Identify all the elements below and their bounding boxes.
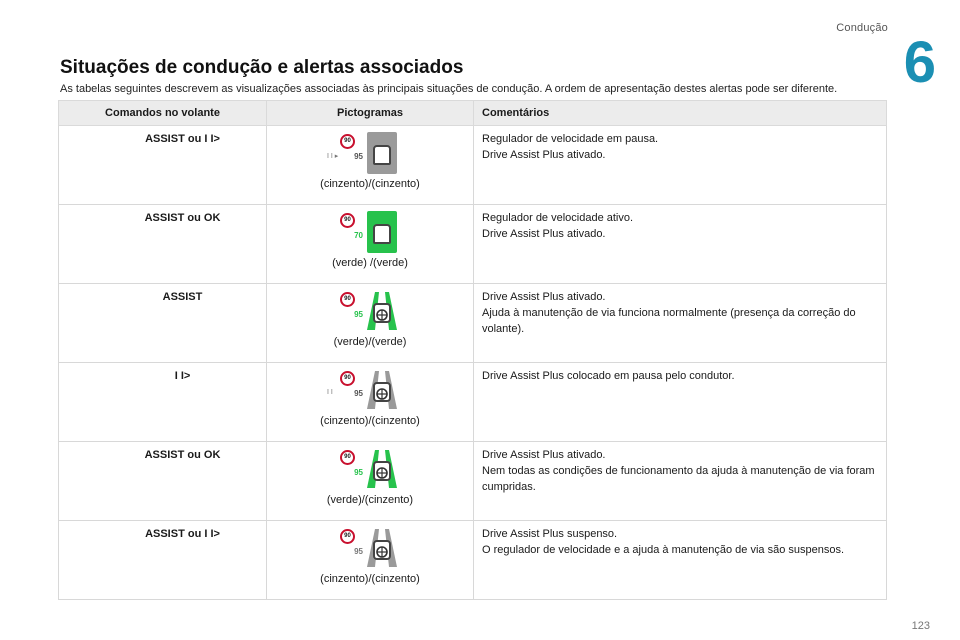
intro-paragraph: As tabelas seguintes descrevem as visualizações associadas às principais situações de condução. A ordem de apresentação destes alertas pode ser diferente. bbox=[60, 83, 838, 95]
pause-icon: I I ▸ bbox=[327, 153, 339, 160]
pictogram-caption: (cinzento)/(cinzento) bbox=[320, 573, 420, 585]
section-header: Condução bbox=[836, 22, 888, 34]
steering-command: ASSIST bbox=[59, 284, 267, 363]
lane-keeping-icon bbox=[365, 290, 399, 332]
speed-limit-sign-icon: 90 bbox=[340, 213, 355, 228]
comment-cell bbox=[474, 284, 887, 363]
set-speed: 95 bbox=[354, 547, 363, 556]
comment-line: Drive Assist Plus ativado. bbox=[482, 449, 606, 461]
comment-cell bbox=[474, 521, 887, 600]
drive-assist-pictogram bbox=[339, 448, 401, 492]
pictogram-cell bbox=[267, 284, 474, 363]
table-row bbox=[59, 284, 887, 363]
table-row bbox=[59, 363, 887, 442]
drive-assist-pictogram bbox=[339, 290, 401, 334]
lane-keeping-icon bbox=[365, 448, 399, 490]
header-pictograms: Pictogramas bbox=[267, 101, 474, 126]
speed-limit-sign-icon: 90 bbox=[340, 371, 355, 386]
page-title: Situações de condução e alertas associados bbox=[60, 57, 464, 78]
table-row bbox=[59, 521, 887, 600]
table-header-row bbox=[59, 101, 887, 126]
steering-command: ASSIST ou I I> bbox=[59, 126, 267, 205]
set-speed: 95 bbox=[354, 310, 363, 319]
lane-car-icon bbox=[365, 211, 399, 253]
lane-keeping-icon bbox=[365, 527, 399, 569]
comment-line: Drive Assist Plus colocado em pausa pelo condutor. bbox=[482, 370, 735, 382]
steering-command: I I> bbox=[59, 363, 267, 442]
lane-keeping-icon bbox=[365, 369, 399, 411]
header-comments: Comentários bbox=[474, 101, 887, 126]
pictogram-cell bbox=[267, 126, 474, 205]
pictogram-caption: (verde)/(cinzento) bbox=[326, 494, 414, 506]
set-speed: 95 bbox=[354, 152, 363, 161]
header-commands: Comandos no volante bbox=[59, 101, 267, 126]
drive-assist-pictogram bbox=[327, 369, 401, 413]
lane-car-icon bbox=[365, 132, 399, 174]
chapter-number: 6 bbox=[903, 30, 936, 95]
comment-line: Regulador de velocidade em pausa. bbox=[482, 133, 659, 145]
set-speed: 95 bbox=[354, 389, 363, 398]
steering-command: ASSIST ou OK bbox=[59, 205, 267, 284]
pictogram-cell bbox=[267, 521, 474, 600]
pictogram-cell bbox=[267, 363, 474, 442]
speed-limit-sign-icon: 90 bbox=[340, 450, 355, 465]
steering-command: ASSIST ou I I> bbox=[59, 521, 267, 600]
page-number: 123 bbox=[911, 620, 930, 632]
alerts-table bbox=[58, 100, 887, 600]
comment-line: Nem todas as condições de funcionamento da ajuda à manutenção de via foram cumpridas. bbox=[482, 465, 875, 493]
comment-line: Drive Assist Plus suspenso. bbox=[482, 528, 618, 540]
speed-limit-sign-icon: 90 bbox=[340, 292, 355, 307]
comment-line: Drive Assist Plus ativado. bbox=[482, 228, 606, 240]
drive-assist-pictogram bbox=[339, 527, 401, 571]
speed-limit-sign-icon: 90 bbox=[340, 134, 355, 149]
comment-cell bbox=[474, 363, 887, 442]
pictogram-cell bbox=[267, 205, 474, 284]
table-row bbox=[59, 126, 887, 205]
comment-line: O regulador de velocidade e a ajuda à manutenção de via são suspensos. bbox=[482, 544, 845, 556]
drive-assist-pictogram bbox=[339, 211, 401, 255]
pause-icon: I I bbox=[327, 389, 333, 396]
comment-line: Ajuda à manutenção de via funciona normalmente (presença da correção do volante). bbox=[482, 307, 856, 335]
table-row bbox=[59, 442, 887, 521]
table-row bbox=[59, 205, 887, 284]
steering-command: ASSIST ou OK bbox=[59, 442, 267, 521]
comment-cell bbox=[474, 126, 887, 205]
pictogram-caption: (verde)/(verde) bbox=[333, 336, 407, 348]
pictogram-cell bbox=[267, 442, 474, 521]
pictogram-caption: (cinzento)/(cinzento) bbox=[320, 415, 420, 427]
comment-line: Regulador de velocidade ativo. bbox=[482, 212, 634, 224]
comment-line: Drive Assist Plus ativado. bbox=[482, 291, 606, 303]
set-speed: 70 bbox=[354, 231, 363, 240]
set-speed: 95 bbox=[354, 468, 363, 477]
comment-cell bbox=[474, 442, 887, 521]
speed-limit-sign-icon: 90 bbox=[340, 529, 355, 544]
pictogram-caption: (verde) /(verde) bbox=[332, 257, 408, 269]
drive-assist-pictogram bbox=[327, 132, 401, 176]
comment-cell bbox=[474, 205, 887, 284]
pictogram-caption: (cinzento)/(cinzento) bbox=[320, 178, 420, 190]
comment-line: Drive Assist Plus ativado. bbox=[482, 149, 606, 161]
